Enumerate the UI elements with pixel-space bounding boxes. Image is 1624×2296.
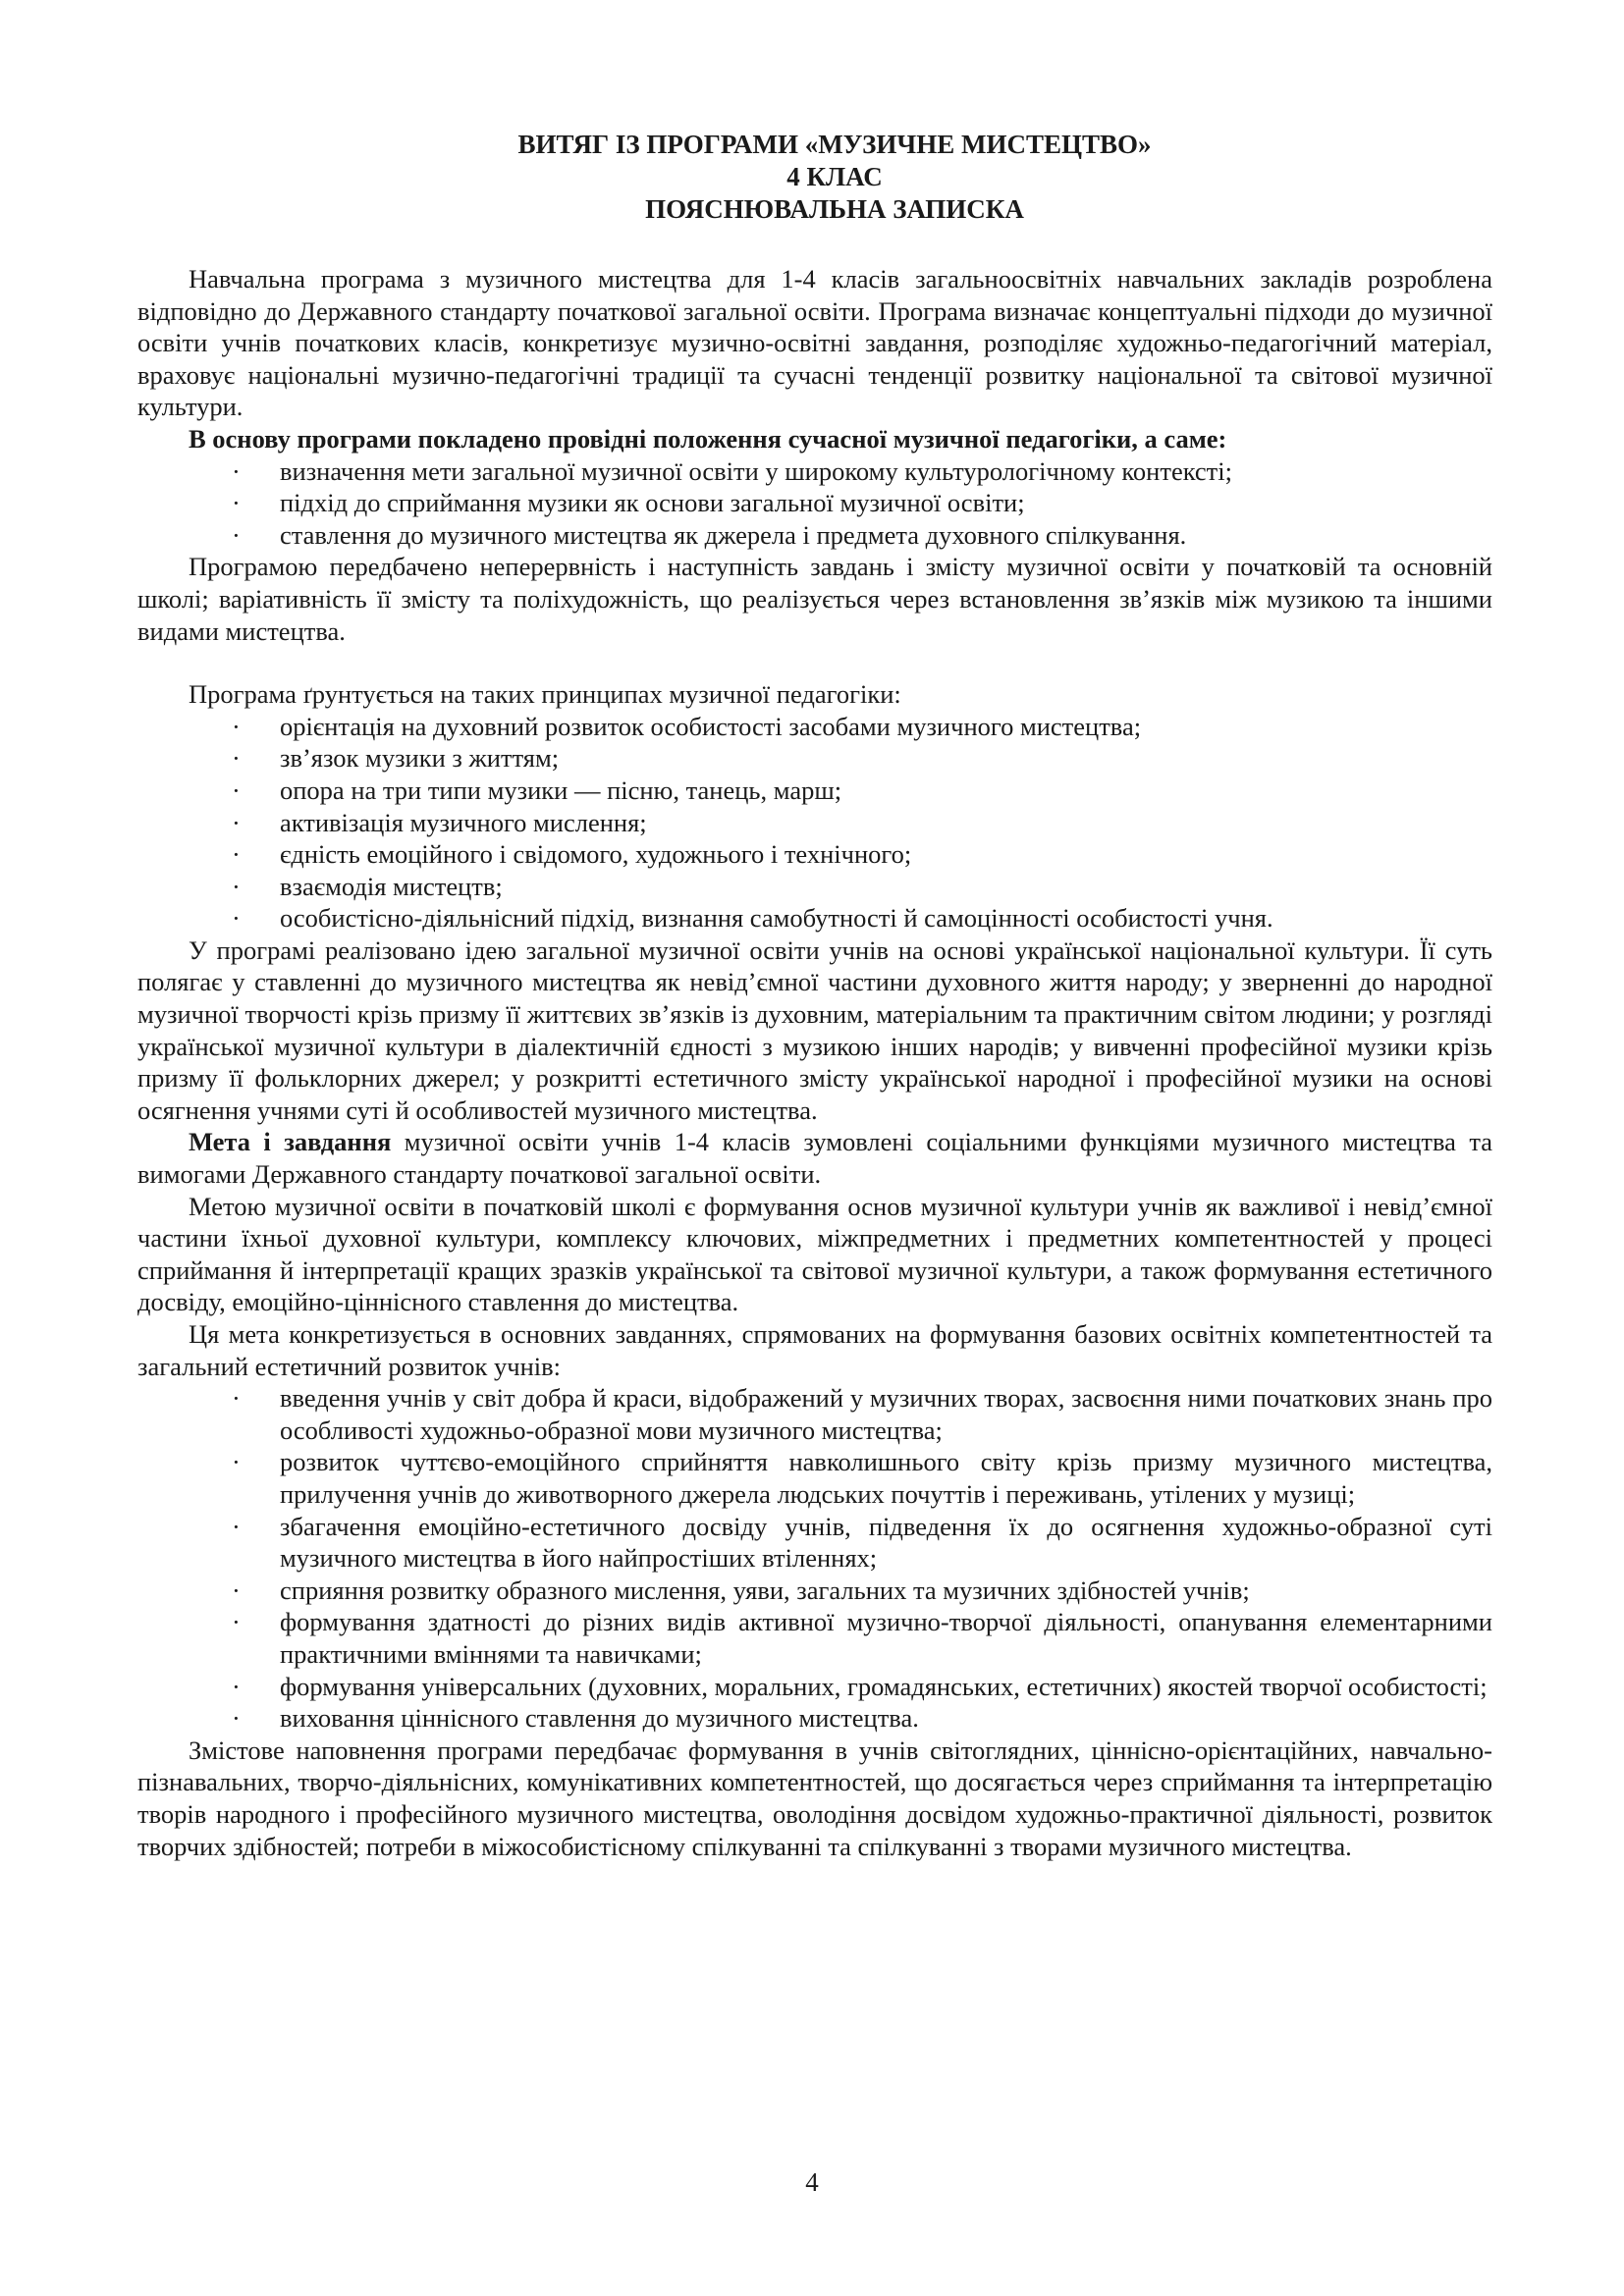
- list-item: · опора на три типи музики — пісню, танець, марш;: [232, 774, 842, 805]
- goals-paragraph-1: [137, 1126, 1492, 1190]
- list-item: · підхід до сприймання музики як основи загальної музичної освіти;: [232, 488, 1025, 518]
- document-title-block: [177, 129, 1492, 226]
- bullet-icon: ·: [232, 1511, 241, 1541]
- principles-paragraph-1: Програма ґрунтується на таких принципах музичної педагогіки:: [189, 679, 901, 710]
- pedagogy-provisions-list: [137, 455, 1492, 552]
- page-number: 4: [805, 2167, 819, 2197]
- bullet-icon: ·: [232, 455, 241, 486]
- list-item: · введення учнів у світ добра й краси, відображений у музичних творах, засвоєння ними початкових знань про особливості художньо-образної мови музичного мистецтва;: [232, 1383, 1492, 1445]
- list-item: · зв’язок музики з життям;: [232, 743, 560, 774]
- bullet-icon: ·: [232, 871, 241, 901]
- list-item: · особистісно-діяльнісний підхід, визнання самобутності й самоцінності особистості учня.: [232, 903, 1273, 934]
- bullet-icon: ·: [232, 807, 241, 837]
- goals-paragraph-2: Метою музичної освіти в початковій школі є формування основ музичної культури учнів як важливої і невід’ємної частини їхньої духовної культури, комплексу ключових, міжпредметних і предметних компетентностей у процесі сприймання й інтерпретації кращих зразків української та світової музичної культури, а також формування естетичного досвіду, емоційно-ціннісного ставлення до мистецтва.: [137, 1191, 1492, 1317]
- intro-paragraph-1: Навчальна програма з музичного мистецтва для 1-4 класів загальноосвітніх навчальних закладів розроблена відповідно до Державного стандарту початкової загальної освіти. Програма визначає концептуальні підходи до музичної освіти учнів початкових класів, конкретизує музично-освітні завдання, розподіляє художньо-педагогічний матеріал, враховує національні музично-педагогічні традиції та сучасні тенденції розвитку національної та світової музичної культури.: [137, 264, 1492, 422]
- goals-paragraph-4: Змістове наповнення програми передбачає формування в учнів світоглядних, ціннісно-орієнтаційних, навчально-пізнавальних, творчо-діяльнісних, комунікативних компетентностей, що досягається через сприймання та інтерпретацію творів народного і професійного музичного мистецтва, оволодіння досвідом художньо-практичної діяльності, розвиток творчих здібностей; потреби в міжособистісному спілкуванні та спілкуванні з творами музичного мистецтва.: [137, 1735, 1492, 1861]
- list-item: · визначення мети загальної музичної освіти у широкому культурологічному контексті;: [232, 455, 1232, 486]
- list-item: · виховання ціннісного ставлення до музичного мистецтва.: [232, 1703, 919, 1734]
- goals-paragraph-1-text: музичної освіти учнів 1-4 класів зумовлені соціальними функціями музичного мистецтва та вимогами Державного стандарту початкової загальної освіти.: [137, 1127, 1492, 1190]
- title-line-3: ПОЯСНЮВАЛЬНА ЗАПИСКА: [645, 194, 1024, 224]
- list-item: · формування здатності до різних видів активної музично-творчої діяльності, опанування елементарними практичними вміннями та навичками;: [232, 1607, 1492, 1669]
- bullet-icon: ·: [232, 488, 241, 518]
- list-item: · розвиток чуттєво-емоційного сприйняття навколишнього світу крізь призму музичного мистецтва, прилучення учнів до животворного джерела людських почуттів і переживань, утілених у музиці;: [232, 1447, 1492, 1509]
- bullet-icon: ·: [232, 519, 241, 550]
- bullet-icon: ·: [232, 743, 241, 774]
- list-item: · формування універсальних (духовних, моральних, громадянських, естетичних) якостей творчої особистості;: [232, 1671, 1488, 1701]
- tasks-list: [137, 1382, 1492, 1735]
- intro-paragraph-2: В основу програми покладено провідні положення сучасної музичної педагогіки, а саме:: [189, 423, 1227, 454]
- goals-heading: Мета і завдання: [189, 1127, 392, 1157]
- list-item: · єдність емоційного і свідомого, художнього і технічного;: [232, 839, 912, 870]
- list-item: · сприяння розвитку образного мислення, уяви, загальних та музичних здібностей учнів;: [232, 1575, 1250, 1605]
- bullet-icon: ·: [232, 1447, 241, 1477]
- bullet-icon: ·: [232, 1671, 241, 1701]
- title-line-1: ВИТЯГ ІЗ ПРОГРАМИ «МУЗИЧНЕ МИСТЕЦТВО»: [517, 130, 1152, 159]
- list-item: · ставлення до музичного мистецтва як джерела і предмета духовного спілкування.: [232, 519, 1187, 550]
- principles-paragraph-2: У програмі реалізовано ідею загальної музичної освіти учнів на основі української національної культури. Її суть полягає у ставленні до музичного мистецтва як невід’ємної частини духовного життя народу; у зверненні до народної музичної творчості крізь призму її життєвих зв’язків із духовним, матеріальним та практичним світом людини; у розгляді української музичної культури в діалектичній єдності з музикою інших народів; у вивченні професійної музики крізь призму її фольклорних джерел; у розкритті естетичного змісту української народної і професійної музики на основі осягнення учнями суті й особливостей музичного мистецтва.: [137, 934, 1492, 1125]
- bullet-icon: ·: [232, 903, 241, 934]
- intro-paragraph-3: Програмою передбачено неперервність і наступність завдань і змісту музичної освіти у початковій та основній школі; варіативність її змісту та поліхудожність, що реалізується через встановлення зв’язків між музикою та іншими видами мистецтва.: [137, 552, 1492, 646]
- document-body: [137, 263, 1492, 1862]
- list-item: · збагачення емоційно-естетичного досвіду учнів, підведення їх до осягнення художньо-образної суті музичного мистецтва в його найпростіших втіленнях;: [232, 1511, 1492, 1574]
- principles-list: [137, 711, 1492, 934]
- bullet-icon: ·: [232, 774, 241, 805]
- bullet-icon: ·: [232, 1575, 241, 1605]
- bullet-icon: ·: [232, 711, 241, 741]
- section-gap: [137, 647, 1492, 678]
- list-item: · активізація музичного мислення;: [232, 807, 647, 837]
- goals-paragraph-3: Ця мета конкретизується в основних завданнях, спрямованих на формування базових освітніх компетентностей та загальний естетичний розвиток учнів:: [137, 1319, 1492, 1381]
- bullet-icon: ·: [232, 1383, 241, 1414]
- list-item: · взаємодія мистецтв;: [232, 871, 503, 901]
- title-line-2: 4 КЛАС: [786, 162, 883, 191]
- bullet-icon: ·: [232, 839, 241, 870]
- list-item: · орієнтація на духовний розвиток особистості засобами музичного мистецтва;: [232, 711, 1142, 741]
- bullet-icon: ·: [232, 1607, 241, 1637]
- bullet-icon: ·: [232, 1703, 241, 1734]
